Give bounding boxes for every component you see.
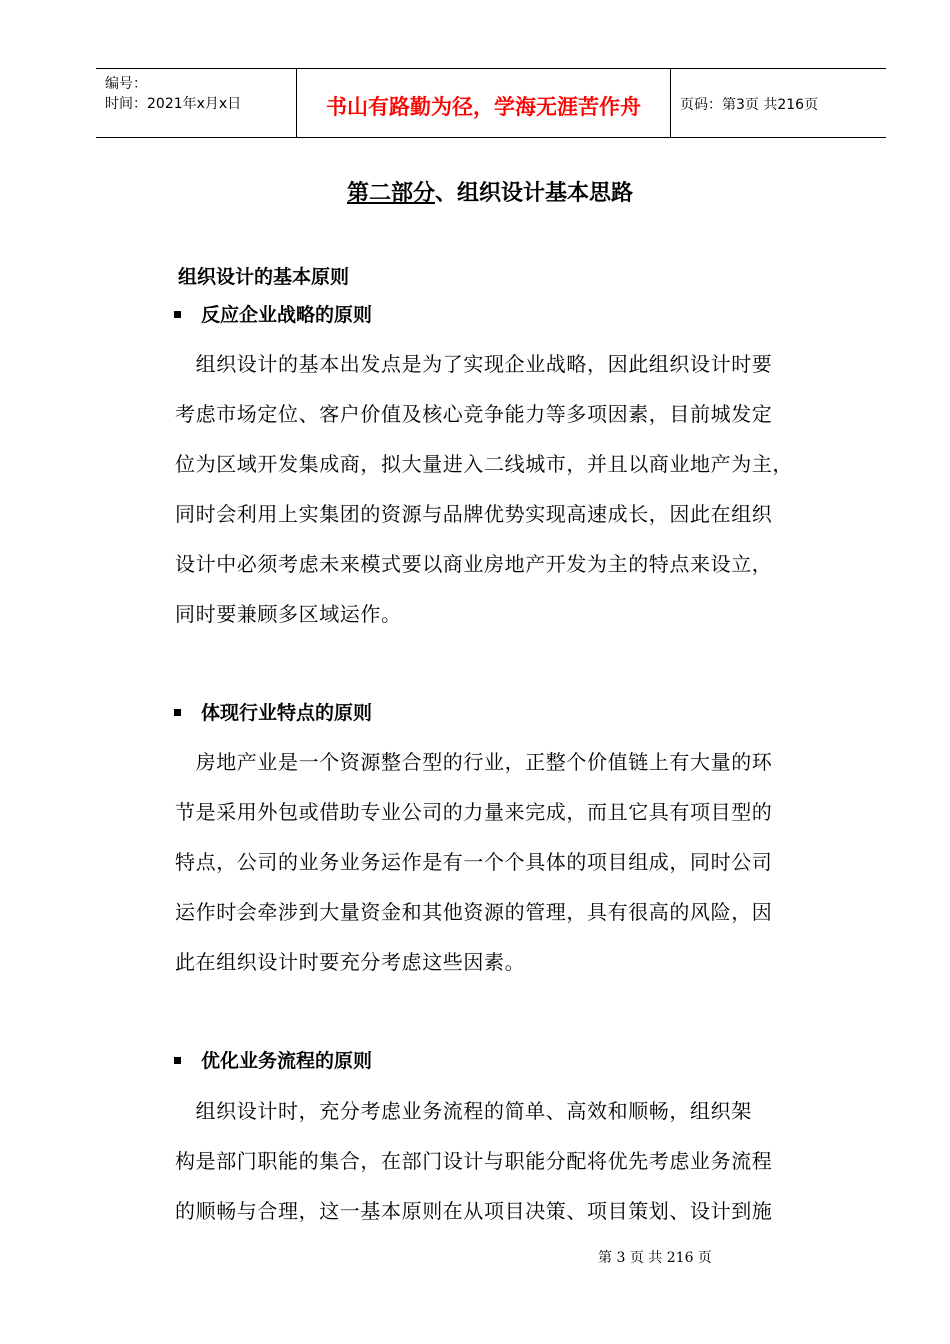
paragraph-industry: [175, 737, 875, 987]
header-page-cell: [670, 69, 886, 137]
page-info: 页码：第3页 共216页: [680, 97, 819, 113]
page-title: [0, 176, 950, 207]
paragraph-line: 特点，公司的业务业务运作是有一个个具体的项目组成，同时公司: [175, 850, 773, 874]
paragraph-line: 设计中必须考虑未来模式要以商业房地产开发为主的特点来设立，: [175, 552, 773, 576]
page-footer: 第 3 页 共 216 页: [598, 1250, 712, 1266]
paragraph-line: 同时会利用上实集团的资源与品牌优势实现高速成长，因此在组织: [175, 502, 773, 526]
paragraph-line: 位为区域开发集成商，拟大量进入二线城市，并且以商业地产为主，: [175, 452, 793, 476]
bullet-label: 优化业务流程的原则: [201, 1050, 373, 1072]
paragraph-line: 组织设计的基本出发点是为了实现企业战略，因此组织设计时要: [175, 352, 773, 376]
title-text: 、组织设计基本思路: [435, 180, 634, 206]
title-part-label: 第二部分: [346, 180, 435, 206]
paragraph-process: [175, 1086, 875, 1236]
paragraph-line: 构是部门职能的集合，在部门设计与职能分配将优先考虑业务流程: [175, 1149, 773, 1173]
number-label: 编号：: [105, 76, 147, 92]
paragraph-line: 的顺畅与合理，这一基本原则在从项目决策、项目策划、设计到施: [175, 1199, 773, 1223]
header-meta-cell: [96, 69, 296, 137]
motto: 书山有路勤为径，学海无涯苦作舟: [326, 94, 641, 119]
paragraph-line: 考虑市场定位、客户价值及核心竞争能力等多项因素，目前城发定: [175, 402, 773, 426]
paragraph-line: 运作时会牵涉到大量资金和其他资源的管理，具有很高的风险，因: [175, 900, 773, 924]
square-bullet-icon: [174, 709, 181, 716]
section-heading: 组织设计的基本原则: [178, 266, 350, 288]
bullet-label: 体现行业特点的原则: [201, 702, 373, 724]
paragraph-line: 同时要兼顾多区域运作。: [175, 602, 402, 626]
time-label: 时间：2021年x月x日: [105, 96, 242, 112]
square-bullet-icon: [174, 1057, 181, 1064]
bullet-heading-strategy: [174, 300, 372, 327]
paragraph-line: 房地产业是一个资源整合型的行业，正整个价值链上有大量的环: [175, 750, 773, 774]
bullet-heading-industry: [174, 698, 372, 725]
paragraph-strategy: [175, 339, 875, 639]
bullet-heading-process: [174, 1046, 372, 1073]
header-motto-cell: [296, 69, 671, 137]
paragraph-line: 节是采用外包或借助专业公司的力量来完成，而且它具有项目型的: [175, 800, 773, 824]
paragraph-line: 此在组织设计时要充分考虑这些因素。: [175, 950, 526, 974]
paragraph-line: 组织设计时，充分考虑业务流程的简单、高效和顺畅，组织架: [175, 1099, 752, 1123]
header-table: [96, 68, 886, 138]
bullet-label: 反应企业战略的原则: [201, 304, 373, 326]
square-bullet-icon: [174, 311, 181, 318]
